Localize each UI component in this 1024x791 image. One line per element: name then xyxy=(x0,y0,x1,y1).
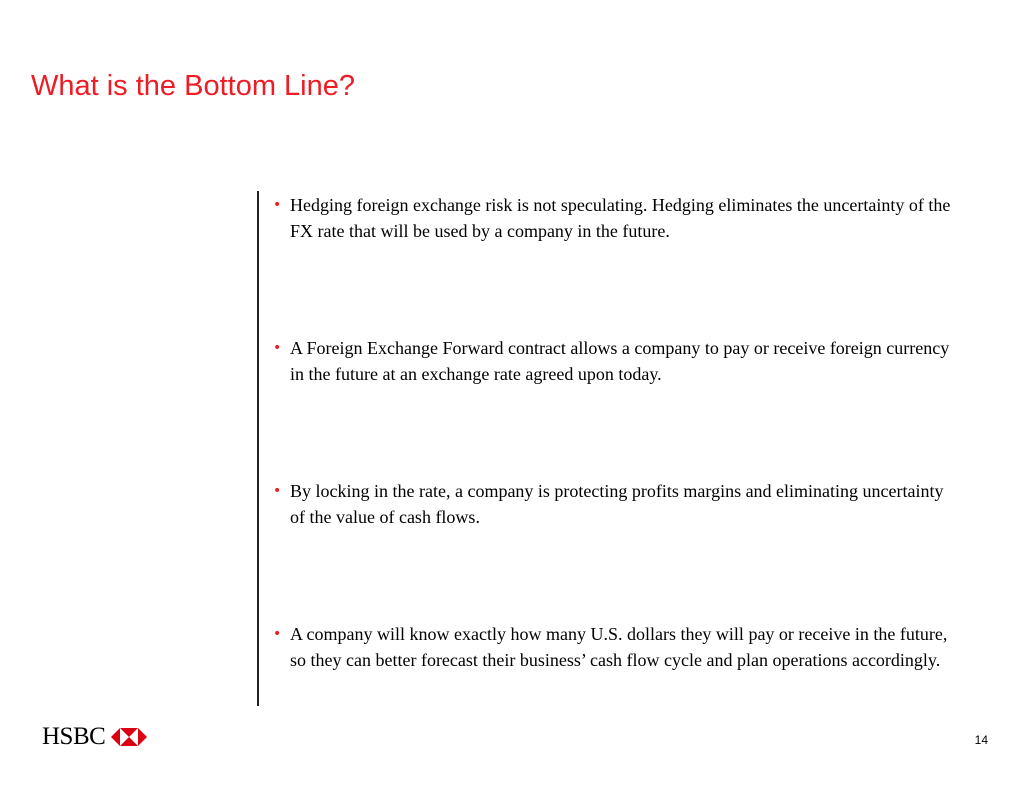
bullet-dot-icon: • xyxy=(273,197,282,213)
slide-title: What is the Bottom Line? xyxy=(31,70,355,102)
page-number: 14 xyxy=(974,733,988,747)
bullet-item xyxy=(273,621,953,673)
vertical-divider xyxy=(257,191,259,706)
bullet-text: A Foreign Exchange Forward contract allows a company to pay or receive foreign currency in the future at an exchange rate agreed upon today. xyxy=(290,338,950,384)
hsbc-hexagon-logo-icon xyxy=(111,728,147,746)
hsbc-logo xyxy=(42,722,147,752)
bullet-text: A company will know exactly how many U.S. dollars they will pay or receive in the future, so they can better forecast their business’ cash flow cycle and plan operations accordingly. xyxy=(290,624,948,670)
bullet-text: Hedging foreign exchange risk is not speculating. Hedging eliminates the uncertainty of the FX rate that will be used by a company in the future. xyxy=(290,195,951,241)
bullet-dot-icon: • xyxy=(273,626,282,642)
bullet-item xyxy=(273,192,953,244)
bullet-dot-icon: • xyxy=(273,340,282,356)
bullet-item xyxy=(273,335,953,387)
bullet-text: By locking in the rate, a company is protecting profits margins and eliminating uncertainty of the value of cash flows. xyxy=(290,481,944,527)
bullet-dot-icon: • xyxy=(273,483,282,499)
bullet-item xyxy=(273,478,953,530)
logo-text: HSBC xyxy=(42,723,106,750)
